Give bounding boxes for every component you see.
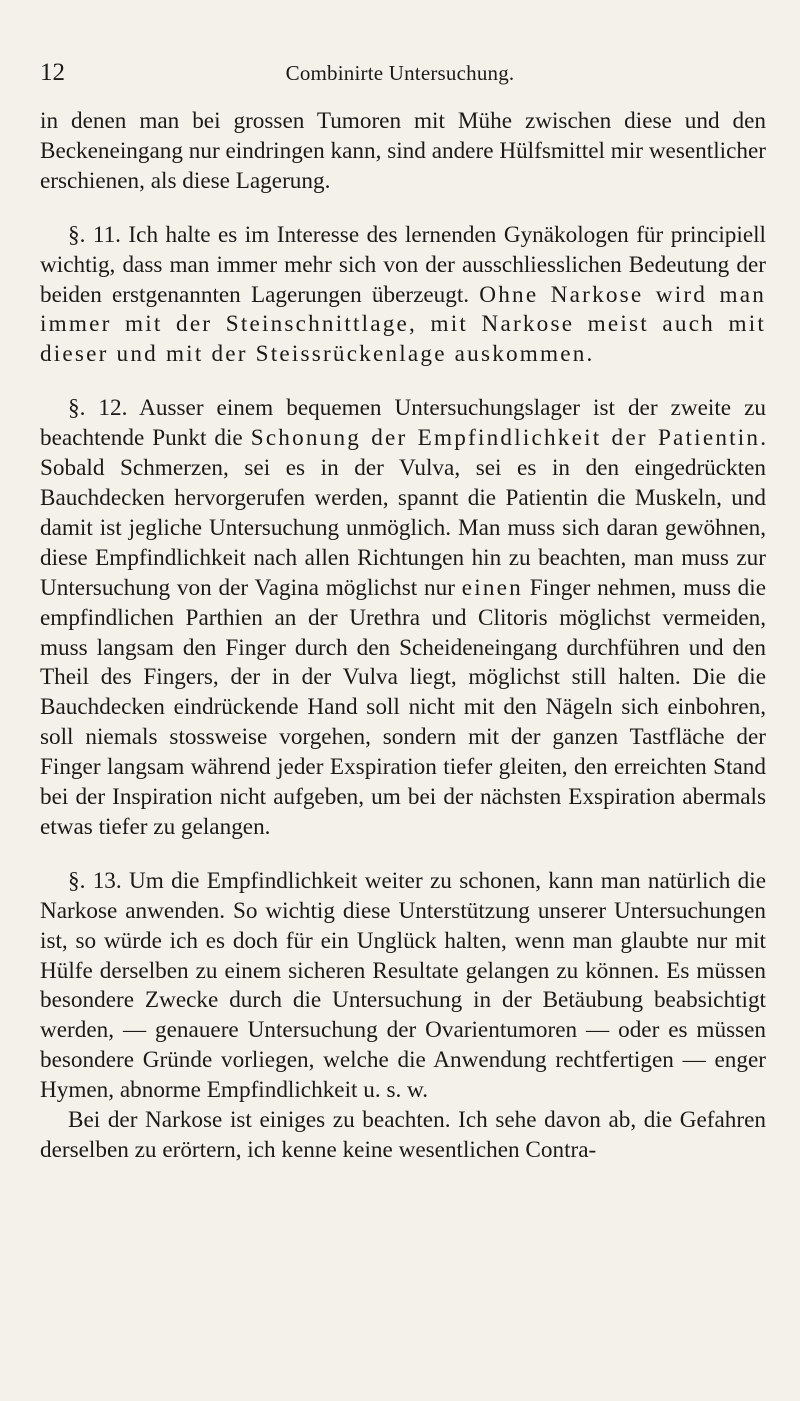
- paragraph-text: §. 13. Um die Empfindlichkeit weiter zu schonen, kann man natürlich die Narkose anwenden. So wichtig diese Unterstützung unserer Untersuchungen ist, so würde ich es doch für ein Unglück halten, wenn man glaubte nur mit Hülfe derselben zu einem sicheren Resultate gelangen zu können. Es müssen besondere Zwecke durch die Untersuchung in der Betäubung beabsichtigt werden, — genauere Untersuchung der Ovarientumoren — oder es müssen besondere Gründe vorliegen, welche die Anwendung rechtfertigen — enger Hymen, abnorme Empfindlichkeit u. s. w.: [40, 867, 766, 1104]
- emphasized-text: einen: [461, 574, 523, 601]
- paragraph-text: Bei der Narkose ist einiges zu beachten. Ich sehe davon ab, die Gefahren derselben zu erörtern, ich kenne keine wesentlichen Contra-: [40, 1107, 766, 1163]
- emphasized-text: Ohne Narkose wird man immer mit der Steinschnittlage, mit Narkose meist auch mit dieser und mit der Steissrückenlage auskommen.: [40, 281, 766, 368]
- paragraph-section-11: [40, 221, 766, 371]
- paragraph-section-12: [40, 394, 766, 843]
- paragraph-text: §. 12. Ausser einem bequemen Untersuchungslager ist der zweite zu beachtende Punkt die: [40, 395, 766, 452]
- body-text: [40, 107, 766, 1166]
- paragraph-text: Finger nehmen, muss die empfindlichen Parthien an der Urethra und Clitoris möglichst vermeiden, muss langsam den Finger durch den Scheideneingang durchführen und den Theil des Fingers, der in der Vulva liegt, möglichst still halten. Die die Bauchdecken eindrückende Hand soll nicht mit den Nägeln sich einbohren, soll niemals stossweise vorgehen, sondern mit der ganzen Tastfläche der Finger langsam während jeder Exspiration tiefer gleiten, den erreichten Stand bei der Inspiration nicht aufgeben, um bei der nächsten Exspiration abermals etwas tiefer zu gelangen.: [40, 574, 766, 840]
- page-header: [30, 58, 770, 88]
- paragraph-continuation: [40, 107, 766, 197]
- paragraph-text: in denen man bei grossen Tumoren mit Mühe zwischen diese und den Beckeneingang nur eindringen kann, sind andere Hülfsmittel mir wesentlicher erschienen, als diese Lagerung.: [40, 108, 766, 194]
- paragraph-text: §. 11. Ich halte es im Interesse des lernenden Gynäkologen für principiell wichtig, dass man immer mehr sich von der ausschliesslichen Bedeutung der beiden erstgenannten Lagerungen überzeugt.: [40, 221, 766, 308]
- paragraph-section-13: [40, 867, 766, 1106]
- paragraph-text: . Sobald Schmerzen, sei es in der Vulva, sei es in den eingedrückten Bauchdecken hervorgerufen werden, spannt die Patientin die Muskeln, und damit ist jegliche Untersuchung unmöglich. Man muss sich daran gewöhnen, diese Empfindlichkeit nach allen Richtungen hin zu beachten, man muss zur Untersuchung von der Vagina möglichst nur: [40, 425, 766, 601]
- paragraph-narkose: [40, 1106, 766, 1166]
- running-title: Combinirte Untersuchung.: [285, 61, 515, 85]
- emphasized-text: Schonung der Empfindlichkeit der Patientin: [250, 425, 761, 452]
- page-number: 12: [40, 59, 65, 86]
